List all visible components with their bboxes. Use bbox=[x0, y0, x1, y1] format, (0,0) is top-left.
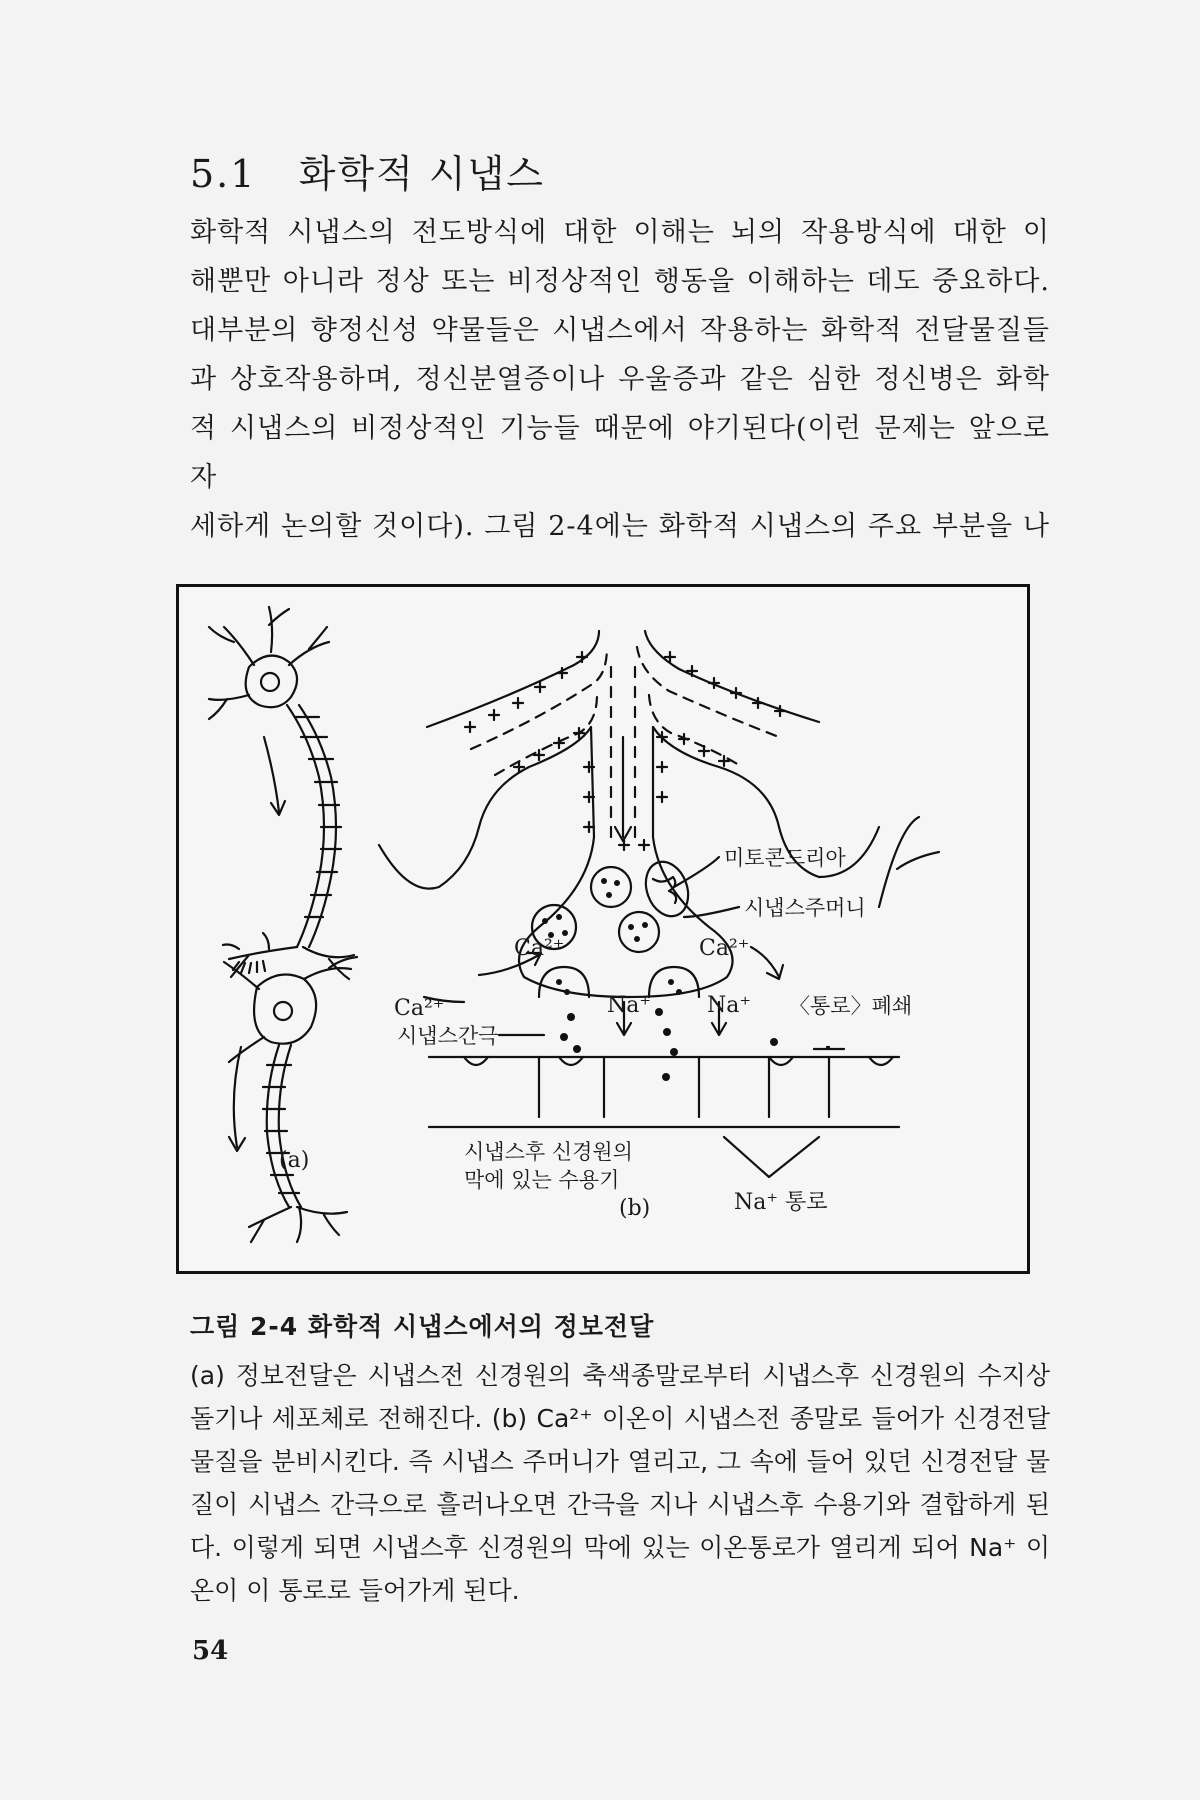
body-line: 과 상호작용하며, 정신분열증이나 우울증과 같은 심한 정신병은 화학 bbox=[190, 364, 1050, 395]
body-line: 화학적 시냅스의 전도방식에 대한 이해는 뇌의 작용방식에 대한 이 bbox=[190, 217, 1050, 248]
section-heading bbox=[190, 143, 545, 198]
synaptic-cleft-label: 시냅스간극 bbox=[397, 1024, 499, 1048]
na-right-label: Na⁺ bbox=[707, 993, 751, 1018]
body-line: 적 시냅스의 비정상적인 기능들 때문에 야기된다(이런 문제는 앞으로 자 bbox=[190, 413, 1050, 493]
synapse-diagram bbox=[179, 587, 1027, 1271]
neuron-chain-drawing bbox=[209, 607, 357, 1242]
ca-outside-label: Ca²⁺ bbox=[394, 996, 445, 1021]
transmitter-dots bbox=[542, 878, 778, 1081]
panel-b-label: (b) bbox=[619, 1196, 651, 1221]
figure-caption bbox=[190, 1305, 1050, 1612]
receptor-label-line1: 시냅스후 신경원의 bbox=[464, 1140, 633, 1164]
body-line: 해뿐만 아니라 정상 또는 비정상적인 행동을 이해하는 데도 중요하다. bbox=[190, 266, 1050, 297]
page-number: 54 bbox=[192, 1636, 229, 1666]
vesicle-label: 시냅스주머니 bbox=[744, 896, 866, 920]
membrane-charges bbox=[465, 652, 785, 850]
section-title: 화학적 시냅스 bbox=[298, 152, 546, 197]
section-number: 5.1 bbox=[190, 152, 257, 197]
caption-title: 그림 2-4 화학적 시냅스에서의 정보전달 bbox=[190, 1312, 655, 1341]
mitochondria-label: 미토콘드리아 bbox=[724, 846, 846, 870]
body-line: 세하게 논의할 것이다). 그림 2-4에는 화학적 시냅스의 주요 부분을 나 bbox=[190, 511, 1050, 542]
caption-body: (a) 정보전달은 시냅스전 신경원의 축색종말로부터 시냅스후 신경원의 수지상 돌기나 세포체로 전해진다. (b) Ca²⁺ 이온이 시냅스전 종말로 들어가 신경전달 물질을 분비시킨다. 즉 시냅스 주머니가 열리고, 그 속에 들어 있던 신경전달 물질이 시냅스 간극으로 흘러나오면 간극을 지나 시냅스후 수용기와 결합하게 된다. 이렇게 되면 시냅스후 신경원의 막에 있는 이온통로가 열리게 되어 Na⁺ 이온이 이 통로로 들어가게 된다. bbox=[190, 1361, 1050, 1605]
panel-a-label: (a) bbox=[279, 1148, 310, 1173]
body-paragraph bbox=[190, 208, 1050, 551]
ca-inside-right-label: Ca²⁺ bbox=[699, 936, 750, 961]
channel-closed-label: 〈통로〉폐쇄 bbox=[789, 994, 913, 1018]
ca-inside-left-label: Ca²⁺ bbox=[514, 936, 565, 961]
body-line: 대부분의 향정신성 약물들은 시냅스에서 작용하는 화학적 전달물질들 bbox=[190, 315, 1050, 346]
na-left-label: Na⁺ bbox=[607, 993, 651, 1018]
receptor-label-line2: 막에 있는 수용기 bbox=[464, 1168, 620, 1192]
na-channel-label: Na⁺ 통로 bbox=[734, 1190, 828, 1215]
synapse-figure bbox=[176, 584, 1030, 1274]
